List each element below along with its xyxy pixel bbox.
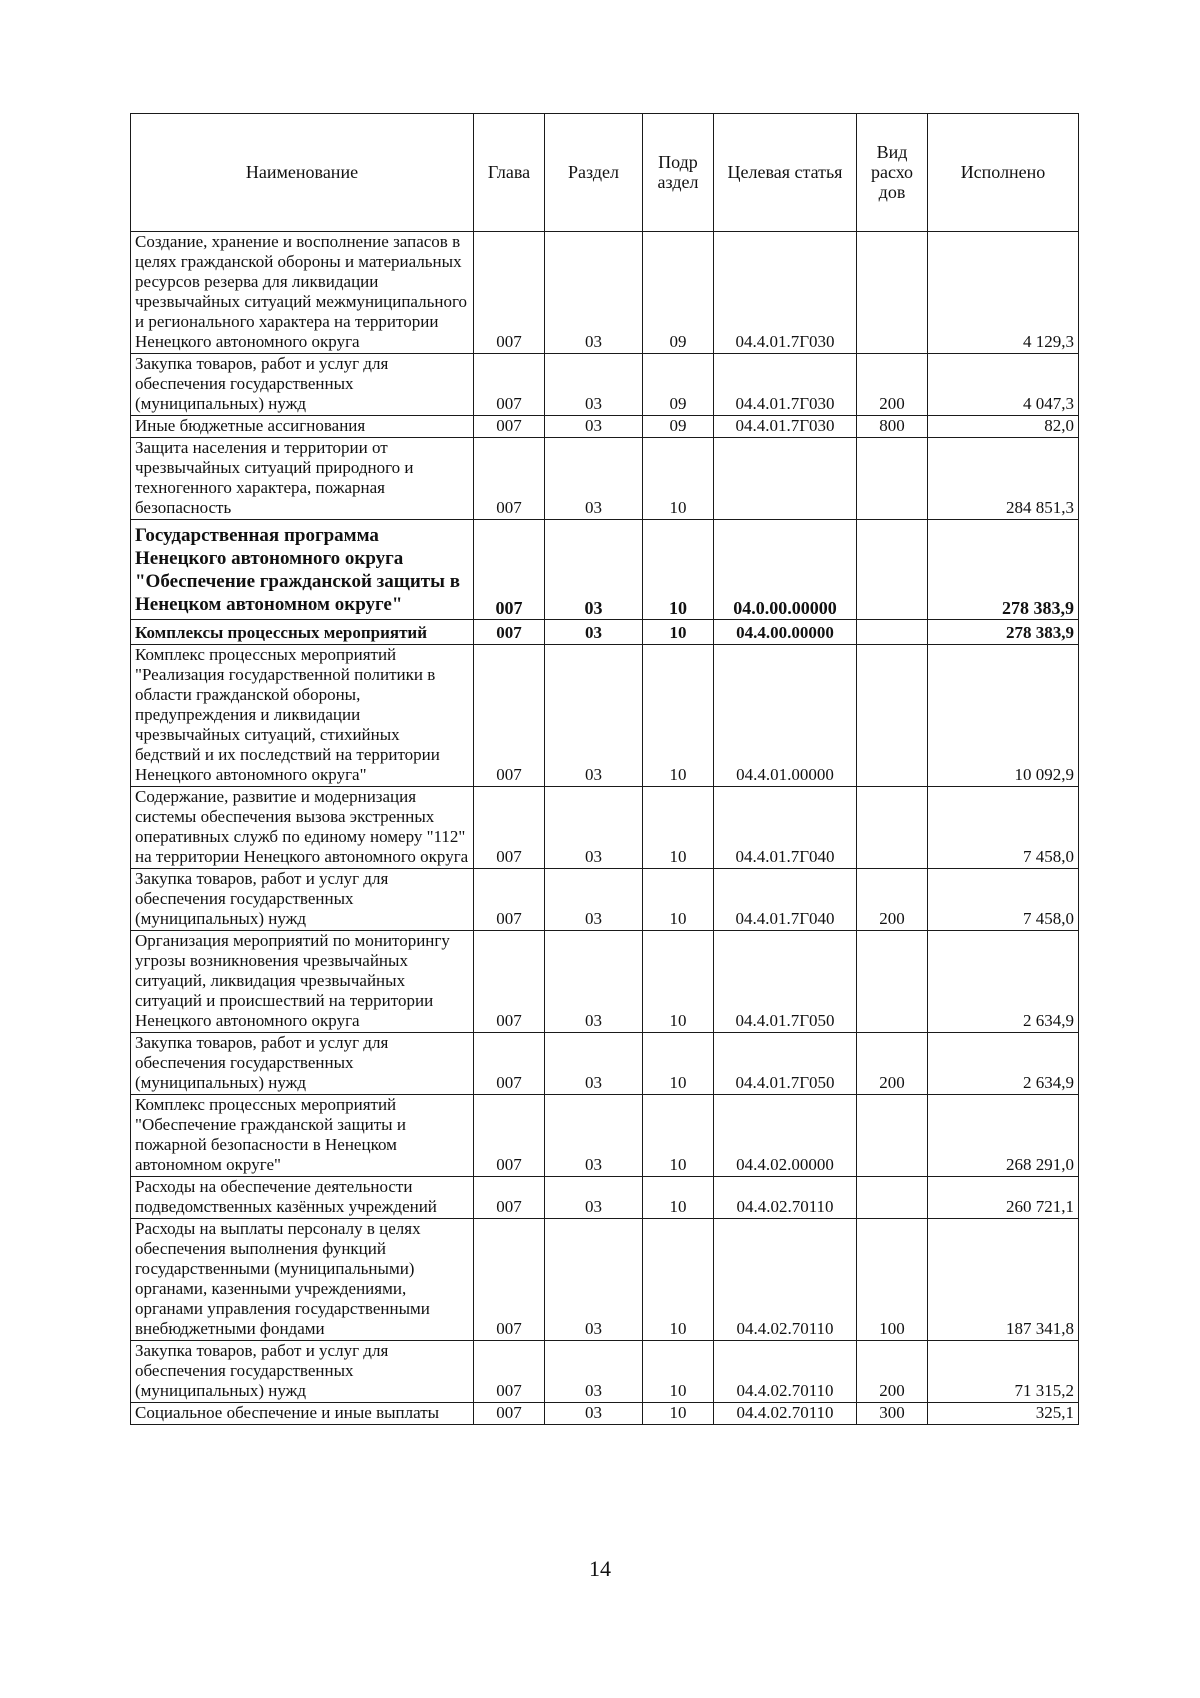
cell-subsection: 10 [643, 1403, 714, 1425]
cell-executed: 260 721,1 [928, 1177, 1079, 1219]
cell-chapter: 007 [474, 645, 545, 787]
cell-subsection: 09 [643, 232, 714, 354]
table-row [131, 869, 1079, 931]
table-row [131, 416, 1079, 438]
cell-executed: 71 315,2 [928, 1341, 1079, 1403]
table-row [131, 645, 1079, 787]
cell-section: 03 [545, 931, 643, 1033]
cell-executed: 325,1 [928, 1403, 1079, 1425]
cell-section: 03 [545, 1341, 643, 1403]
cell-expense-type [857, 1177, 928, 1219]
cell-expense-type: 200 [857, 1341, 928, 1403]
cell-executed: 7 458,0 [928, 787, 1079, 869]
page-number: 14 [589, 1556, 611, 1581]
cell-chapter: 007 [474, 787, 545, 869]
cell-section: 03 [545, 416, 643, 438]
cell-executed: 82,0 [928, 416, 1079, 438]
table-row [131, 787, 1079, 869]
cell-executed: 4 129,3 [928, 232, 1079, 354]
cell-chapter: 007 [474, 354, 545, 416]
header-expense-type: Вид расхо дов [857, 114, 928, 232]
cell-chapter: 007 [474, 1095, 545, 1177]
cell-chapter: 007 [474, 438, 545, 520]
cell-target: 04.4.02.70110 [714, 1219, 857, 1341]
table-row [131, 520, 1079, 620]
cell-expense-type: 300 [857, 1403, 928, 1425]
cell-section: 03 [545, 645, 643, 787]
cell-target: 04.4.01.7Г030 [714, 416, 857, 438]
header-chapter: Глава [474, 114, 545, 232]
cell-executed: 187 341,8 [928, 1219, 1079, 1341]
cell-executed: 7 458,0 [928, 869, 1079, 931]
cell-name: Содержание, развитие и модернизация системы обеспечения вызова экстренных оперативных служб по единому номеру "112" на территории Ненецкого автономного округа [131, 787, 474, 869]
table-row [131, 931, 1079, 1033]
cell-section: 03 [545, 1033, 643, 1095]
cell-subsection: 10 [643, 787, 714, 869]
header-subsection: Подр аздел [643, 114, 714, 232]
cell-executed: 2 634,9 [928, 931, 1079, 1033]
cell-name: Расходы на выплаты персоналу в целях обеспечения выполнения функций государственными (муниципальными) органами, казенными учреждениями, органами управления государственными внебюджетными фондами [131, 1219, 474, 1341]
cell-subsection: 10 [643, 1177, 714, 1219]
cell-target: 04.4.00.00000 [714, 620, 857, 645]
cell-expense-type [857, 438, 928, 520]
table-header-row [131, 114, 1079, 232]
cell-section: 03 [545, 232, 643, 354]
cell-target: 04.4.02.70110 [714, 1341, 857, 1403]
table-row [131, 1033, 1079, 1095]
cell-chapter: 007 [474, 1033, 545, 1095]
cell-subsection: 10 [643, 1341, 714, 1403]
cell-name: Создание, хранение и восполнение запасов в целях гражданской обороны и материальных ресурсов резерва для ликвидации чрезвычайных ситуаций межмуниципального и регионального характера на территории Ненецкого автономного округа [131, 232, 474, 354]
cell-executed: 10 092,9 [928, 645, 1079, 787]
cell-subsection: 10 [643, 1095, 714, 1177]
cell-chapter: 007 [474, 1219, 545, 1341]
cell-chapter: 007 [474, 931, 545, 1033]
cell-chapter: 007 [474, 232, 545, 354]
cell-expense-type [857, 931, 928, 1033]
cell-executed: 278 383,9 [928, 520, 1079, 620]
cell-target: 04.0.00.00000 [714, 520, 857, 620]
table-row [131, 620, 1079, 645]
cell-target: 04.4.01.7Г040 [714, 869, 857, 931]
header-target: Целевая статья [714, 114, 857, 232]
cell-expense-type [857, 1095, 928, 1177]
cell-subsection: 09 [643, 416, 714, 438]
cell-subsection: 10 [643, 438, 714, 520]
table-body [131, 232, 1079, 1425]
cell-subsection: 09 [643, 354, 714, 416]
cell-section: 03 [545, 438, 643, 520]
cell-executed: 2 634,9 [928, 1033, 1079, 1095]
cell-chapter: 007 [474, 1341, 545, 1403]
cell-chapter: 007 [474, 869, 545, 931]
cell-section: 03 [545, 520, 643, 620]
cell-expense-type: 200 [857, 869, 928, 931]
cell-target: 04.4.02.00000 [714, 1095, 857, 1177]
cell-executed: 268 291,0 [928, 1095, 1079, 1177]
cell-name: Защита населения и территории от чрезвычайных ситуаций природного и техногенного характера, пожарная безопасность [131, 438, 474, 520]
header-section: Раздел [545, 114, 643, 232]
table-row [131, 1095, 1079, 1177]
table-row [131, 1341, 1079, 1403]
cell-name: Иные бюджетные ассигнования [131, 416, 474, 438]
cell-chapter: 007 [474, 620, 545, 645]
cell-chapter: 007 [474, 1177, 545, 1219]
cell-name: Комплексы процессных мероприятий [131, 620, 474, 645]
cell-section: 03 [545, 869, 643, 931]
cell-section: 03 [545, 787, 643, 869]
cell-subsection: 10 [643, 1033, 714, 1095]
cell-target: 04.4.02.70110 [714, 1403, 857, 1425]
cell-chapter: 007 [474, 520, 545, 620]
cell-section: 03 [545, 1095, 643, 1177]
cell-expense-type: 200 [857, 354, 928, 416]
cell-name: Комплекс процессных мероприятий "Реализация государственной политики в области гражданской обороны, предупреждения и ликвидации чрезвычайных ситуаций, стихийных бедствий и их последствий на территории Ненецкого автономного округа" [131, 645, 474, 787]
cell-target: 04.4.01.7Г030 [714, 232, 857, 354]
cell-subsection: 10 [643, 520, 714, 620]
cell-name: Комплекс процессных мероприятий "Обеспечение гражданской защиты и пожарной безопасности в Ненецком автономном округе" [131, 1095, 474, 1177]
cell-target: 04.4.02.70110 [714, 1177, 857, 1219]
header-name: Наименование [131, 114, 474, 232]
cell-name: Закупка товаров, работ и услуг для обеспечения государственных (муниципальных) нужд [131, 869, 474, 931]
cell-target: 04.4.01.7Г050 [714, 1033, 857, 1095]
cell-expense-type [857, 645, 928, 787]
cell-name: Закупка товаров, работ и услуг для обеспечения государственных (муниципальных) нужд [131, 1341, 474, 1403]
cell-expense-type [857, 620, 928, 645]
table-row [131, 1177, 1079, 1219]
cell-name: Закупка товаров, работ и услуг для обеспечения государственных (муниципальных) нужд [131, 354, 474, 416]
cell-subsection: 10 [643, 620, 714, 645]
table-row [131, 438, 1079, 520]
cell-executed: 284 851,3 [928, 438, 1079, 520]
cell-expense-type: 800 [857, 416, 928, 438]
cell-name: Расходы на обеспечение деятельности подведомственных казённых учреждений [131, 1177, 474, 1219]
cell-expense-type [857, 232, 928, 354]
table-row [131, 1403, 1079, 1425]
cell-chapter: 007 [474, 416, 545, 438]
cell-target: 04.4.01.7Г040 [714, 787, 857, 869]
cell-subsection: 10 [643, 1219, 714, 1341]
cell-section: 03 [545, 1403, 643, 1425]
cell-executed: 4 047,3 [928, 354, 1079, 416]
cell-subsection: 10 [643, 869, 714, 931]
cell-name: Закупка товаров, работ и услуг для обеспечения государственных (муниципальных) нужд [131, 1033, 474, 1095]
cell-target: 04.4.01.7Г030 [714, 354, 857, 416]
cell-target: 04.4.01.00000 [714, 645, 857, 787]
cell-subsection: 10 [643, 645, 714, 787]
header-executed: Исполнено [928, 114, 1079, 232]
cell-expense-type: 100 [857, 1219, 928, 1341]
cell-expense-type [857, 787, 928, 869]
cell-section: 03 [545, 620, 643, 645]
table-row [131, 1219, 1079, 1341]
cell-target [714, 438, 857, 520]
table-row [131, 354, 1079, 416]
cell-name: Социальное обеспечение и иные выплаты [131, 1403, 474, 1425]
cell-section: 03 [545, 1177, 643, 1219]
cell-name: Государственная программа Ненецкого автономного округа "Обеспечение гражданской защиты в Ненецком автономном округе" [131, 520, 474, 620]
budget-execution-table [130, 113, 1079, 1425]
cell-section: 03 [545, 1219, 643, 1341]
cell-subsection: 10 [643, 931, 714, 1033]
cell-chapter: 007 [474, 1403, 545, 1425]
cell-expense-type [857, 520, 928, 620]
cell-target: 04.4.01.7Г050 [714, 931, 857, 1033]
cell-section: 03 [545, 354, 643, 416]
table-row [131, 232, 1079, 354]
cell-executed: 278 383,9 [928, 620, 1079, 645]
cell-name: Организация мероприятий по мониторингу угрозы возникновения чрезвычайных ситуаций, ликвидация чрезвычайных ситуаций и происшествий на территории Ненецкого автономного округа [131, 931, 474, 1033]
cell-expense-type: 200 [857, 1033, 928, 1095]
